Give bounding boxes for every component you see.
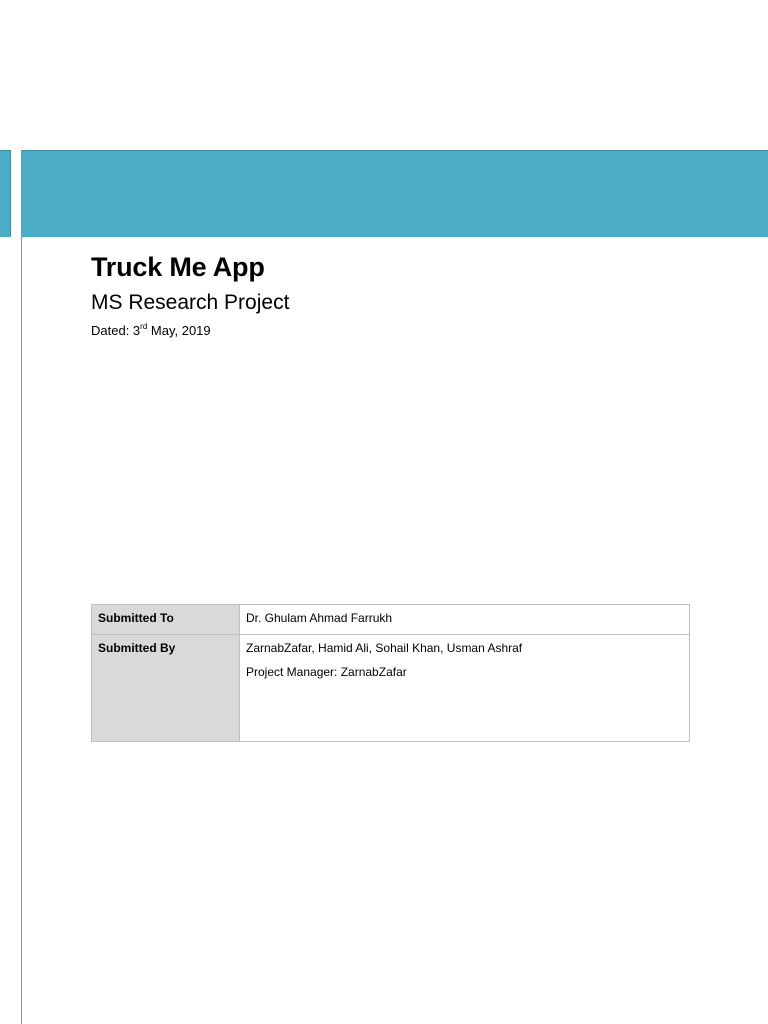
left-margin-line — [21, 150, 22, 1024]
submitted-to-value: Dr. Ghulam Ahmad Farrukh — [240, 605, 690, 635]
submitted-by-label: Submitted By — [92, 635, 240, 742]
table-row-submitted-by — [92, 635, 690, 742]
document-title: Truck Me App — [91, 252, 265, 282]
submission-table — [91, 604, 690, 742]
date-prefix: Dated: 3 — [91, 323, 141, 338]
submitted-by-value — [240, 635, 690, 742]
submitted-to-label: Submitted To — [92, 605, 240, 635]
left-margin-outer-line — [10, 150, 11, 236]
document-subtitle: MS Research Project — [91, 291, 290, 314]
left-margin-bar — [11, 150, 21, 1024]
document-date — [91, 323, 211, 338]
submitted-by-members: ZarnabZafar, Hamid Ali, Sohail Khan, Usman Ashraf — [246, 641, 523, 655]
header-band — [0, 150, 768, 237]
date-rest: May, 2019 — [147, 323, 211, 338]
project-manager: Project Manager: ZarnabZafar — [246, 665, 407, 679]
table-row-submitted-to — [92, 605, 690, 635]
date-ordinal-suffix: rd — [140, 322, 148, 331]
